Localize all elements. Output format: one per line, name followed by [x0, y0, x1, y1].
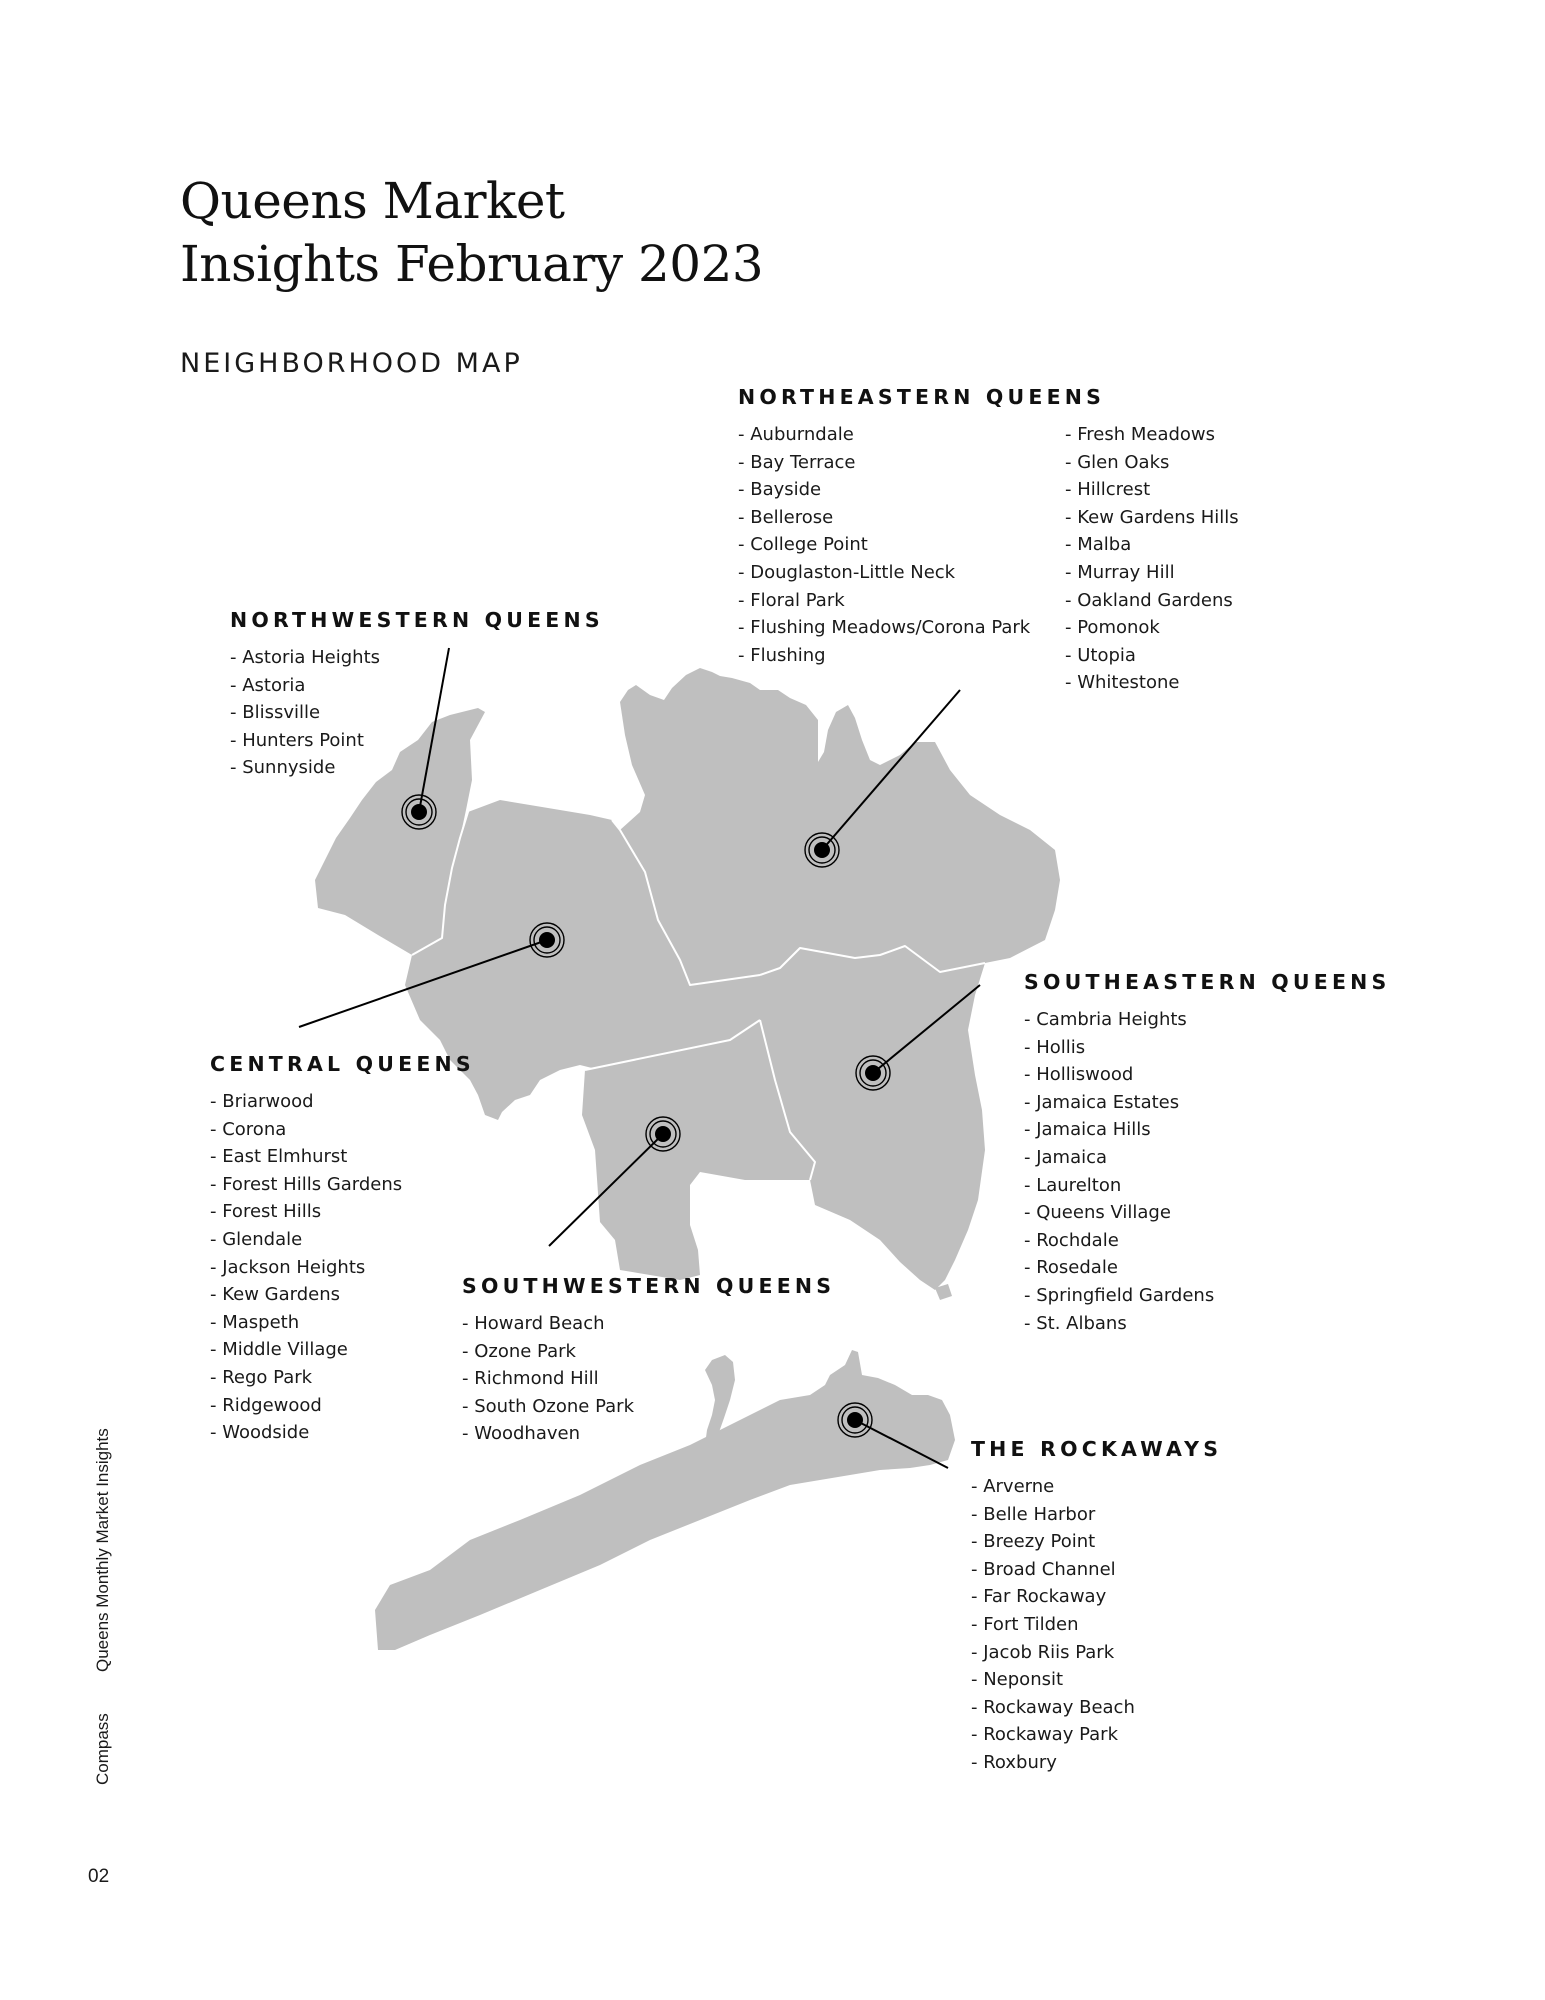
neighborhood-list-item: - Hunters Point: [230, 727, 380, 755]
neighborhood-list-item: - Richmond Hill: [462, 1365, 634, 1393]
neighborhood-list-item: - Astoria Heights: [230, 644, 380, 672]
neighborhood-list-item: - Bellerose: [738, 504, 1030, 532]
neighborhood-list-item: - Woodside: [210, 1419, 402, 1447]
neighborhood-list-item: - Neponsit: [971, 1666, 1135, 1694]
neighborhood-list-item: - Woodhaven: [462, 1420, 634, 1448]
neighborhood-list-southwestern: [462, 1310, 634, 1448]
neighborhood-list-item: - Queens Village: [1024, 1199, 1214, 1227]
neighborhood-list-item: - Forest Hills: [210, 1198, 402, 1226]
neighborhood-list-item: - Roxbury: [971, 1749, 1135, 1777]
neighborhood-list-item: - Utopia: [1065, 642, 1239, 670]
region-heading-northwestern: NORTHWESTERN QUEENS: [230, 608, 604, 632]
region-heading-northeastern: NORTHEASTERN QUEENS: [738, 385, 1106, 409]
neighborhood-list-item: - Fort Tilden: [971, 1611, 1135, 1639]
neighborhood-list-item: - Auburndale: [738, 421, 1030, 449]
neighborhood-list-item: - South Ozone Park: [462, 1393, 634, 1421]
neighborhood-list-item: - Forest Hills Gardens: [210, 1171, 402, 1199]
neighborhood-list-item: - Jamaica: [1024, 1144, 1214, 1172]
neighborhood-list-northeastern-col1: [738, 421, 1030, 669]
region-heading-southeastern: SOUTHEASTERN QUEENS: [1024, 970, 1391, 994]
page-title-line-2: Insights February 2023: [180, 235, 764, 293]
neighborhood-list-item: - Rosedale: [1024, 1254, 1214, 1282]
neighborhood-list-item: - Hollis: [1024, 1034, 1214, 1062]
neighborhood-list-northeastern-col2: [1065, 421, 1239, 697]
region-heading-rockaways: THE ROCKAWAYS: [971, 1437, 1223, 1461]
neighborhood-list-item: - Astoria: [230, 672, 380, 700]
neighborhood-list-item: - Holliswood: [1024, 1061, 1214, 1089]
neighborhood-list-item: - Arverne: [971, 1473, 1135, 1501]
neighborhood-list-central: [210, 1088, 402, 1447]
neighborhood-list-item: - Bay Terrace: [738, 449, 1030, 477]
neighborhood-list-item: - Corona: [210, 1116, 402, 1144]
neighborhood-list-item: - Glendale: [210, 1226, 402, 1254]
neighborhood-list-item: - Middle Village: [210, 1336, 402, 1364]
neighborhood-list-item: - Flushing Meadows/Corona Park: [738, 614, 1030, 642]
neighborhood-list-item: - Howard Beach: [462, 1310, 634, 1338]
neighborhood-list-item: - Briarwood: [210, 1088, 402, 1116]
neighborhood-list-item: - Ozone Park: [462, 1338, 634, 1366]
page-title-line-1: Queens Market: [180, 172, 565, 230]
region-shape-northeastern: [620, 668, 1060, 985]
neighborhood-list-item: - Springfield Gardens: [1024, 1282, 1214, 1310]
neighborhood-list-item: - Sunnyside: [230, 754, 380, 782]
neighborhood-list-item: - Rockaway Beach: [971, 1694, 1135, 1722]
neighborhood-list-item: - Bayside: [738, 476, 1030, 504]
sidebar-publication-title: Queens Monthly Market Insights: [93, 1428, 112, 1672]
neighborhood-list-item: - Douglaston-Little Neck: [738, 559, 1030, 587]
section-subtitle: NEIGHBORHOOD MAP: [180, 348, 523, 379]
neighborhood-list-item: - Jamaica Estates: [1024, 1089, 1214, 1117]
neighborhood-list-item: - Kew Gardens: [210, 1281, 402, 1309]
neighborhood-list-northwestern: [230, 644, 380, 782]
neighborhood-list-item: - Jackson Heights: [210, 1254, 402, 1282]
neighborhood-list-item: - Rockaway Park: [971, 1721, 1135, 1749]
neighborhood-list-item: - Far Rockaway: [971, 1583, 1135, 1611]
region-heading-central: CENTRAL QUEENS: [210, 1052, 475, 1076]
neighborhood-list-item: - Flushing: [738, 642, 1030, 670]
neighborhood-list-item: - Fresh Meadows: [1065, 421, 1239, 449]
neighborhood-list-item: - Cambria Heights: [1024, 1006, 1214, 1034]
neighborhood-list-southeastern: [1024, 1006, 1214, 1337]
neighborhood-list-item: - Floral Park: [738, 587, 1030, 615]
neighborhood-list-item: - Blissville: [230, 699, 380, 727]
page-number: 02: [88, 1866, 110, 1887]
neighborhood-list-item: - Maspeth: [210, 1309, 402, 1337]
neighborhood-list-item: - Pomonok: [1065, 614, 1239, 642]
neighborhood-list-item: - St. Albans: [1024, 1310, 1214, 1338]
neighborhood-list-item: - Murray Hill: [1065, 559, 1239, 587]
neighborhood-list-item: - Malba: [1065, 531, 1239, 559]
neighborhood-list-item: - Whitestone: [1065, 669, 1239, 697]
neighborhood-list-item: - Rochdale: [1024, 1227, 1214, 1255]
neighborhood-list-item: - Laurelton: [1024, 1172, 1214, 1200]
neighborhood-list-item: - Broad Channel: [971, 1556, 1135, 1584]
neighborhood-list-item: - Jacob Riis Park: [971, 1639, 1135, 1667]
neighborhood-list-item: - Ridgewood: [210, 1392, 402, 1420]
neighborhood-list-item: - Glen Oaks: [1065, 449, 1239, 477]
neighborhood-list-item: - College Point: [738, 531, 1030, 559]
neighborhood-list-item: - Belle Harbor: [971, 1501, 1135, 1529]
neighborhood-list-item: - Rego Park: [210, 1364, 402, 1392]
sidebar-brand: Compass: [93, 1713, 112, 1785]
region-heading-southwestern: SOUTHWESTERN QUEENS: [462, 1274, 836, 1298]
neighborhood-list-item: - East Elmhurst: [210, 1143, 402, 1171]
map-landmass: [315, 668, 1060, 1650]
neighborhood-list-item: - Kew Gardens Hills: [1065, 504, 1239, 532]
region-shape-southeastern: [760, 946, 985, 1290]
neighborhood-list-item: - Oakland Gardens: [1065, 587, 1239, 615]
neighborhood-list-item: - Hillcrest: [1065, 476, 1239, 504]
neighborhood-list-item: - Jamaica Hills: [1024, 1116, 1214, 1144]
neighborhood-list-item: - Breezy Point: [971, 1528, 1135, 1556]
neighborhood-list-rockaways: [971, 1473, 1135, 1777]
